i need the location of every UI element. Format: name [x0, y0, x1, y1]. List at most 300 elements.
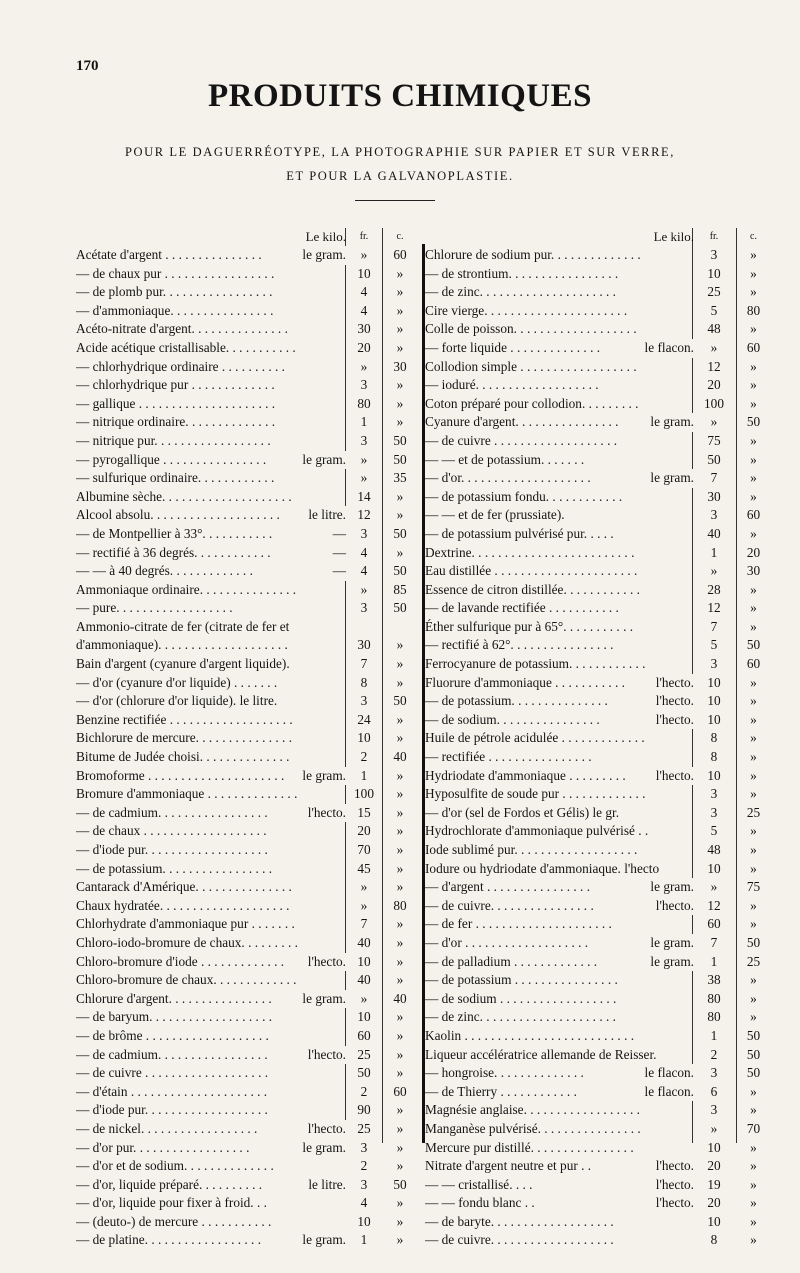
product-name: — hongroise. . . . . . . . . . . . . .	[425, 1065, 584, 1081]
price-centimes: »	[396, 842, 404, 857]
column-header	[425, 228, 770, 246]
product-row	[76, 525, 420, 544]
product-row	[76, 1176, 420, 1195]
price-list-right	[425, 228, 770, 1250]
product-row	[425, 413, 770, 432]
product-row	[76, 1046, 420, 1065]
price-centimes: 50	[393, 451, 407, 467]
price-francs: 3	[360, 1176, 368, 1192]
price-francs: 15	[357, 804, 371, 820]
price-francs: 24	[357, 711, 371, 727]
price-francs: 20	[707, 1158, 721, 1174]
price-centimes: 50	[746, 1046, 761, 1062]
product-row	[76, 767, 420, 786]
product-row	[76, 395, 420, 414]
price-centimes: »	[396, 395, 404, 411]
product-name: — de brôme . . . . . . . . . . . . . . . . . . .	[76, 1027, 269, 1043]
product-row	[425, 804, 770, 823]
price-centimes: »	[396, 1139, 404, 1155]
price-francs: 1	[360, 414, 368, 430]
price-centimes: »	[750, 377, 757, 393]
price-francs: 30	[707, 488, 721, 504]
product-name: — d'or pur. . . . . . . . . . . . . . . . . .	[76, 1139, 250, 1155]
page-title: PRODUITS CHIMIQUES	[208, 78, 592, 114]
product-row	[425, 469, 770, 488]
product-row	[76, 1157, 420, 1176]
price-centimes: 25	[746, 953, 761, 969]
product-name: — (deuto-) de mercure . . . . . . . . . . .	[76, 1213, 272, 1229]
price-francs: »	[360, 990, 368, 1006]
product-row	[76, 878, 420, 897]
price-francs: 12	[357, 507, 371, 523]
product-name: — rectifié à 36 degrés. . . . . . . . . . . .	[76, 544, 271, 560]
product-name: — — fondu blanc . .	[425, 1195, 535, 1211]
unit-header: Le kilo.	[653, 229, 694, 244]
price-centimes: »	[750, 749, 757, 765]
price-francs: 3	[710, 507, 718, 523]
price-francs: 45	[357, 860, 371, 876]
price-francs: 3	[710, 1065, 718, 1081]
price-francs: 7	[360, 656, 368, 672]
product-name: Alcool absolu. . . . . . . . . . . . . . . . . . . .	[76, 507, 280, 523]
product-row	[76, 1194, 420, 1213]
product-name: Magnésie anglaise. . . . . . . . . . . . . . . . . .	[425, 1102, 640, 1118]
price-centimes: 50	[746, 414, 761, 430]
subtitle-line-1: POUR LE DAGUERRÉOTYPE, LA PHOTOGRAPHIE SUR PAPIER ET SUR VERRE,	[124, 145, 676, 159]
product-name: — d'or et de sodium. . . . . . . . . . . . . .	[76, 1158, 274, 1174]
product-name: Éther sulfurique pur à 65°. . . . . . . . . . .	[425, 618, 634, 634]
price-francs: 1	[360, 767, 368, 783]
price-centimes: »	[750, 990, 757, 1006]
price-centimes: 20	[746, 544, 761, 560]
product-unit: l'hecto.	[654, 1176, 694, 1195]
product-name: — de cuivre. . . . . . . . . . . . . . . . . . .	[425, 1232, 614, 1248]
price-francs: »	[710, 879, 718, 895]
price-centimes: »	[396, 1009, 404, 1025]
product-name: — de cuivre . . . . . . . . . . . . . . . . . . .	[76, 1065, 269, 1081]
price-centimes: »	[750, 1158, 757, 1174]
product-row	[425, 729, 770, 748]
product-row	[76, 934, 420, 953]
price-francs: 25	[707, 284, 721, 300]
product-name: — de Thierry . . . . . . . . . . . .	[425, 1083, 577, 1099]
price-francs: 48	[707, 321, 721, 337]
price-francs: 5	[710, 637, 718, 653]
price-francs: 3	[360, 525, 368, 541]
product-row	[76, 785, 420, 804]
product-row	[425, 1176, 770, 1195]
price-francs: 28	[707, 581, 721, 597]
price-centimes: »	[396, 860, 404, 876]
price-francs: 2	[360, 1158, 368, 1174]
product-name: — pyrogallique . . . . . . . . . . . . . . . .	[76, 451, 267, 467]
product-unit: —	[331, 562, 346, 581]
product-row	[76, 246, 420, 265]
product-unit: l'hecto.	[306, 1120, 346, 1139]
price-centimes: »	[396, 953, 404, 969]
product-unit: le flacon.	[643, 1064, 694, 1083]
product-row	[425, 246, 770, 265]
product-row	[425, 674, 770, 693]
product-unit: le gram.	[300, 451, 346, 470]
product-name: — d'ammoniaque. . . . . . . . . . . . . . . .	[76, 302, 274, 318]
product-row	[76, 562, 420, 581]
product-row	[76, 841, 420, 860]
product-row	[425, 488, 770, 507]
price-francs: 1	[710, 1027, 718, 1043]
price-centimes: »	[396, 916, 404, 932]
price-centimes: 50	[393, 693, 407, 709]
product-row	[425, 748, 770, 767]
product-name: Ammoniaque ordinaire. . . . . . . . . . . . . . .	[76, 581, 297, 597]
price-centimes: »	[396, 284, 404, 300]
product-unit: l'hecto.	[654, 692, 694, 711]
product-name: Collodion simple . . . . . . . . . . . . . . . . . .	[425, 358, 637, 374]
product-row	[425, 841, 770, 860]
product-name: — d'or (sel de Fordos et Gélis) le gr.	[425, 804, 620, 820]
price-centimes: 50	[393, 525, 407, 541]
price-francs: 50	[357, 1065, 371, 1081]
price-francs: 48	[707, 842, 721, 857]
price-francs: »	[360, 879, 368, 895]
price-centimes: »	[750, 1139, 757, 1155]
price-francs: 4	[360, 302, 368, 318]
price-francs: »	[710, 563, 718, 579]
product-row	[425, 581, 770, 600]
price-centimes: »	[396, 972, 404, 988]
product-unit: le flacon.	[643, 1083, 694, 1102]
price-francs: 10	[707, 674, 721, 690]
price-list-left	[76, 228, 420, 1250]
product-row	[76, 265, 420, 284]
price-francs: »	[710, 1120, 718, 1136]
product-name: — d'or (chlorure d'or liquide). le litre.	[76, 693, 278, 709]
price-francs: 75	[707, 432, 721, 448]
price-centimes: »	[750, 451, 757, 467]
price-centimes: 60	[746, 507, 761, 523]
price-centimes: »	[396, 711, 404, 727]
product-name: — d'or, liquide pour fixer à froid. . .	[76, 1195, 267, 1211]
price-francs: 12	[707, 600, 721, 616]
product-name: — rectifiée . . . . . . . . . . . . . . . .	[425, 749, 592, 765]
product-unit: le gram.	[300, 767, 346, 786]
price-francs: »	[360, 581, 368, 597]
price-centimes: 30	[393, 358, 407, 374]
price-francs: 40	[357, 972, 371, 988]
product-name: — pure. . . . . . . . . . . . . . . . . .	[76, 600, 233, 616]
product-name: — de potassium pulvérisé pur. . . . .	[425, 525, 614, 541]
price-centimes: »	[396, 321, 404, 337]
price-francs: 20	[707, 377, 721, 393]
price-francs: 7	[710, 470, 718, 486]
price-centimes: »	[750, 488, 757, 504]
product-row	[425, 1231, 770, 1250]
price-centimes: »	[750, 786, 757, 802]
product-row	[76, 451, 420, 470]
price-centimes: »	[396, 804, 404, 820]
price-francs: 3	[710, 1102, 718, 1118]
price-francs: 40	[707, 525, 721, 541]
price-centimes: 50	[746, 1065, 761, 1081]
title-divider	[355, 200, 435, 201]
product-name: Ammonio-citrate de fer (citrate de fer et	[76, 618, 290, 634]
product-name: Iodure ou hydriodate d'ammoniaque. l'hecto	[425, 860, 660, 876]
price-centimes: 50	[393, 563, 407, 579]
price-centimes: »	[396, 674, 404, 690]
product-row	[76, 953, 420, 972]
product-row	[76, 1027, 420, 1046]
product-row	[425, 451, 770, 470]
product-row	[425, 953, 770, 972]
product-row	[425, 785, 770, 804]
price-centimes: »	[750, 284, 757, 300]
price-francs: 3	[710, 247, 718, 262]
price-centimes: »	[750, 1102, 757, 1118]
product-name: — de potassium. . . . . . . . . . . . . . . . .	[76, 860, 273, 876]
price-centimes: »	[750, 860, 757, 876]
product-row	[425, 1213, 770, 1232]
price-francs: 40	[357, 934, 371, 950]
price-centimes: »	[396, 1232, 404, 1248]
product-row	[425, 1027, 770, 1046]
product-row	[76, 915, 420, 934]
price-centimes: 50	[393, 600, 407, 616]
price-centimes: »	[750, 1232, 757, 1248]
price-francs: »	[360, 247, 368, 262]
price-francs: »	[710, 414, 718, 430]
price-francs: 10	[357, 953, 371, 969]
price-centimes: »	[750, 1176, 757, 1192]
product-name: — de zinc. . . . . . . . . . . . . . . . . . . . .	[425, 284, 616, 300]
product-name: Chlorure d'argent. . . . . . . . . . . . . . . .	[76, 990, 272, 1006]
product-name: Kaolin . . . . . . . . . . . . . . . . . . . . . . . . . .	[425, 1027, 635, 1043]
unit-header: Le kilo.	[305, 229, 346, 244]
product-row	[76, 1139, 420, 1158]
price-centimes: 40	[393, 990, 407, 1006]
price-francs: 2	[360, 749, 368, 765]
price-centimes: »	[396, 1027, 404, 1043]
price-francs: 14	[357, 488, 371, 504]
price-centimes: »	[750, 693, 757, 709]
price-centimes: »	[396, 1158, 404, 1174]
product-name: Dextrine. . . . . . . . . . . . . . . . . . . . . . . . .	[425, 544, 635, 560]
product-name: Ferrocyanure de potassium. . . . . . . . . . . .	[425, 656, 646, 672]
product-row	[425, 692, 770, 711]
product-name: Coton préparé pour collodion. . . . . . . . .	[425, 395, 639, 411]
product-row	[425, 1120, 770, 1139]
price-centimes: »	[750, 265, 757, 281]
product-name: Eau distillée . . . . . . . . . . . . . . . . . . . . . .	[425, 563, 638, 579]
price-centimes: »	[396, 1195, 404, 1211]
product-row	[425, 358, 770, 377]
price-centimes: »	[396, 507, 404, 523]
price-francs: 8	[710, 730, 718, 746]
price-francs: 10	[357, 1009, 371, 1025]
product-unit: l'hecto.	[306, 1046, 346, 1065]
product-unit: —	[331, 525, 346, 544]
price-centimes: 50	[746, 934, 761, 950]
page-number: 170	[76, 58, 99, 74]
price-centimes: »	[396, 1120, 404, 1136]
product-name: — — et de fer (prussiate).	[425, 507, 565, 523]
price-centimes: »	[750, 1083, 757, 1099]
product-name: — de plomb pur. . . . . . . . . . . . . . . . .	[76, 284, 273, 300]
price-centimes: »	[750, 358, 757, 374]
price-centimes: »	[750, 674, 757, 690]
product-name: — d'iode pur. . . . . . . . . . . . . . . . . . .	[76, 842, 268, 857]
product-name: — — et de potassium. . . . . . .	[425, 451, 585, 467]
product-row	[76, 1101, 420, 1120]
price-francs: 25	[357, 1120, 371, 1136]
price-francs: 2	[710, 1046, 718, 1062]
product-unit: l'hecto.	[654, 1194, 694, 1213]
product-row	[425, 897, 770, 916]
product-name: Acéto-nitrate d'argent. . . . . . . . . . . . . . .	[76, 321, 288, 337]
product-name: Bitume de Judée choisi. . . . . . . . . . . . . .	[76, 749, 290, 765]
price-francs: 10	[357, 730, 371, 746]
product-row	[76, 1120, 420, 1139]
product-name: Benzine rectifiée . . . . . . . . . . . . . . . . . . .	[76, 711, 293, 727]
price-francs: 38	[707, 972, 721, 988]
product-name: — de cuivre . . . . . . . . . . . . . . . . . . .	[425, 432, 618, 448]
product-row	[76, 711, 420, 730]
price-centimes: 50	[746, 637, 761, 653]
product-row	[425, 283, 770, 302]
product-name: — de potassium fondu. . . . . . . . . . . .	[425, 488, 623, 504]
price-francs: 8	[360, 674, 368, 690]
product-row	[425, 971, 770, 990]
product-unit: l'hecto.	[654, 674, 694, 693]
product-row	[425, 1046, 770, 1065]
product-unit: l'hecto.	[654, 711, 694, 730]
product-unit: le litre.	[306, 506, 346, 525]
price-francs: »	[360, 897, 368, 913]
product-name: — rectifié à 62°. . . . . . . . . . . . . . . .	[425, 637, 614, 653]
price-centimes: 50	[393, 1176, 407, 1192]
francs-header: fr.	[709, 231, 719, 242]
price-centimes: »	[396, 934, 404, 950]
product-row	[425, 376, 770, 395]
price-centimes: 50	[746, 1027, 761, 1043]
price-centimes: 60	[393, 1083, 407, 1099]
price-francs: 1	[360, 1232, 368, 1248]
price-centimes: »	[396, 339, 404, 355]
price-francs: 10	[707, 1213, 721, 1229]
product-name: Hyposulfite de soude pur . . . . . . . . . . . . .	[425, 786, 646, 802]
price-centimes: »	[396, 544, 404, 560]
price-centimes: »	[750, 897, 757, 913]
product-row	[425, 432, 770, 451]
product-row	[425, 711, 770, 730]
product-row	[425, 525, 770, 544]
price-francs: 20	[357, 823, 371, 839]
product-name: Bromure d'ammoniaque . . . . . . . . . . . . . .	[76, 786, 298, 802]
product-name: — d'or. . . . . . . . . . . . . . . . . . . .	[425, 470, 591, 486]
price-centimes: »	[750, 395, 757, 411]
price-francs: 5	[710, 302, 718, 318]
product-row	[76, 358, 420, 377]
price-francs: 80	[707, 1009, 721, 1025]
price-francs: 4	[360, 544, 368, 560]
price-centimes: »	[396, 823, 404, 839]
product-name: — — à 40 degrés. . . . . . . . . . . . .	[76, 563, 253, 579]
product-name: — nitrique ordinaire. . . . . . . . . . . . . .	[76, 414, 276, 430]
price-francs: 12	[707, 897, 721, 913]
price-francs: 60	[707, 916, 721, 932]
product-name: Fluorure d'ammoniaque . . . . . . . . . . .	[425, 674, 625, 690]
price-centimes: »	[396, 488, 404, 504]
product-name: — forte liquide . . . . . . . . . . . . . .	[425, 339, 601, 355]
price-francs: 8	[710, 1232, 718, 1248]
price-centimes: »	[750, 730, 757, 746]
price-francs: 100	[354, 786, 374, 802]
product-name: — de Montpellier à 33°. . . . . . . . . . .	[76, 525, 273, 541]
product-name: Bromoforme . . . . . . . . . . . . . . . . . . . . .	[76, 767, 285, 783]
price-francs: 7	[710, 934, 718, 950]
price-francs: 3	[710, 656, 718, 672]
product-name: — de lavande rectifiée . . . . . . . . . . .	[425, 600, 619, 616]
price-centimes: »	[750, 1009, 757, 1025]
product-name: — de cuivre. . . . . . . . . . . . . . . .	[425, 897, 594, 913]
price-centimes: »	[750, 711, 757, 727]
price-centimes: 60	[746, 656, 761, 672]
product-name: Essence de citron distillée. . . . . . . . . . . .	[425, 581, 640, 597]
product-name: — de fer . . . . . . . . . . . . . . . . . . . . .	[425, 916, 612, 932]
price-centimes: 50	[393, 432, 407, 448]
product-row	[76, 544, 420, 563]
product-row	[76, 636, 420, 655]
product-name: Acide acétique cristallisable. . . . . . . . . . .	[76, 339, 296, 355]
product-row	[425, 990, 770, 1009]
price-francs: 3	[710, 786, 718, 802]
product-row	[425, 562, 770, 581]
centimes-header: c.	[396, 231, 404, 242]
product-unit: le gram.	[648, 878, 694, 897]
product-name: Mercure pur distillé. . . . . . . . . . . . . . . .	[425, 1139, 634, 1155]
francs-header: fr.	[359, 231, 369, 242]
price-centimes: »	[750, 247, 757, 262]
price-centimes: »	[396, 302, 404, 318]
product-row	[76, 655, 420, 674]
product-row	[76, 1213, 420, 1232]
product-name: Huile de pétrole acidulée . . . . . . . . . . . . .	[425, 730, 645, 746]
product-name: Manganèse pulvérisé. . . . . . . . . . . . . . . .	[425, 1120, 641, 1136]
product-unit: l'hecto.	[306, 804, 346, 823]
product-name: Bain d'argent (cyanure d'argent liquide).	[76, 656, 290, 672]
price-francs: »	[710, 339, 718, 355]
product-name: Hydriodate d'ammoniaque . . . . . . . . .	[425, 767, 626, 783]
product-row	[76, 692, 420, 711]
price-centimes: 35	[393, 470, 407, 486]
price-centimes: »	[750, 432, 757, 448]
price-centimes: 60	[746, 339, 761, 355]
product-row	[76, 804, 420, 823]
price-francs: 4	[360, 284, 368, 300]
subtitle-line-2: ET POUR LA GALVANOPLASTIE.	[286, 169, 514, 183]
product-name: — de sodium. . . . . . . . . . . . . . . .	[425, 711, 600, 727]
product-name: — de platine. . . . . . . . . . . . . . . . . .	[76, 1232, 262, 1248]
price-francs: 10	[707, 265, 721, 281]
product-name: — de cadmium. . . . . . . . . . . . . . . . .	[76, 804, 268, 820]
product-name: Cantarack d'Amérique. . . . . . . . . . . . . . .	[76, 879, 292, 895]
product-row	[76, 469, 420, 488]
product-row	[425, 767, 770, 786]
price-francs: 10	[707, 693, 721, 709]
price-francs: 5	[710, 823, 718, 839]
price-francs: 10	[357, 265, 371, 281]
product-row	[425, 599, 770, 618]
price-centimes: »	[396, 767, 404, 783]
